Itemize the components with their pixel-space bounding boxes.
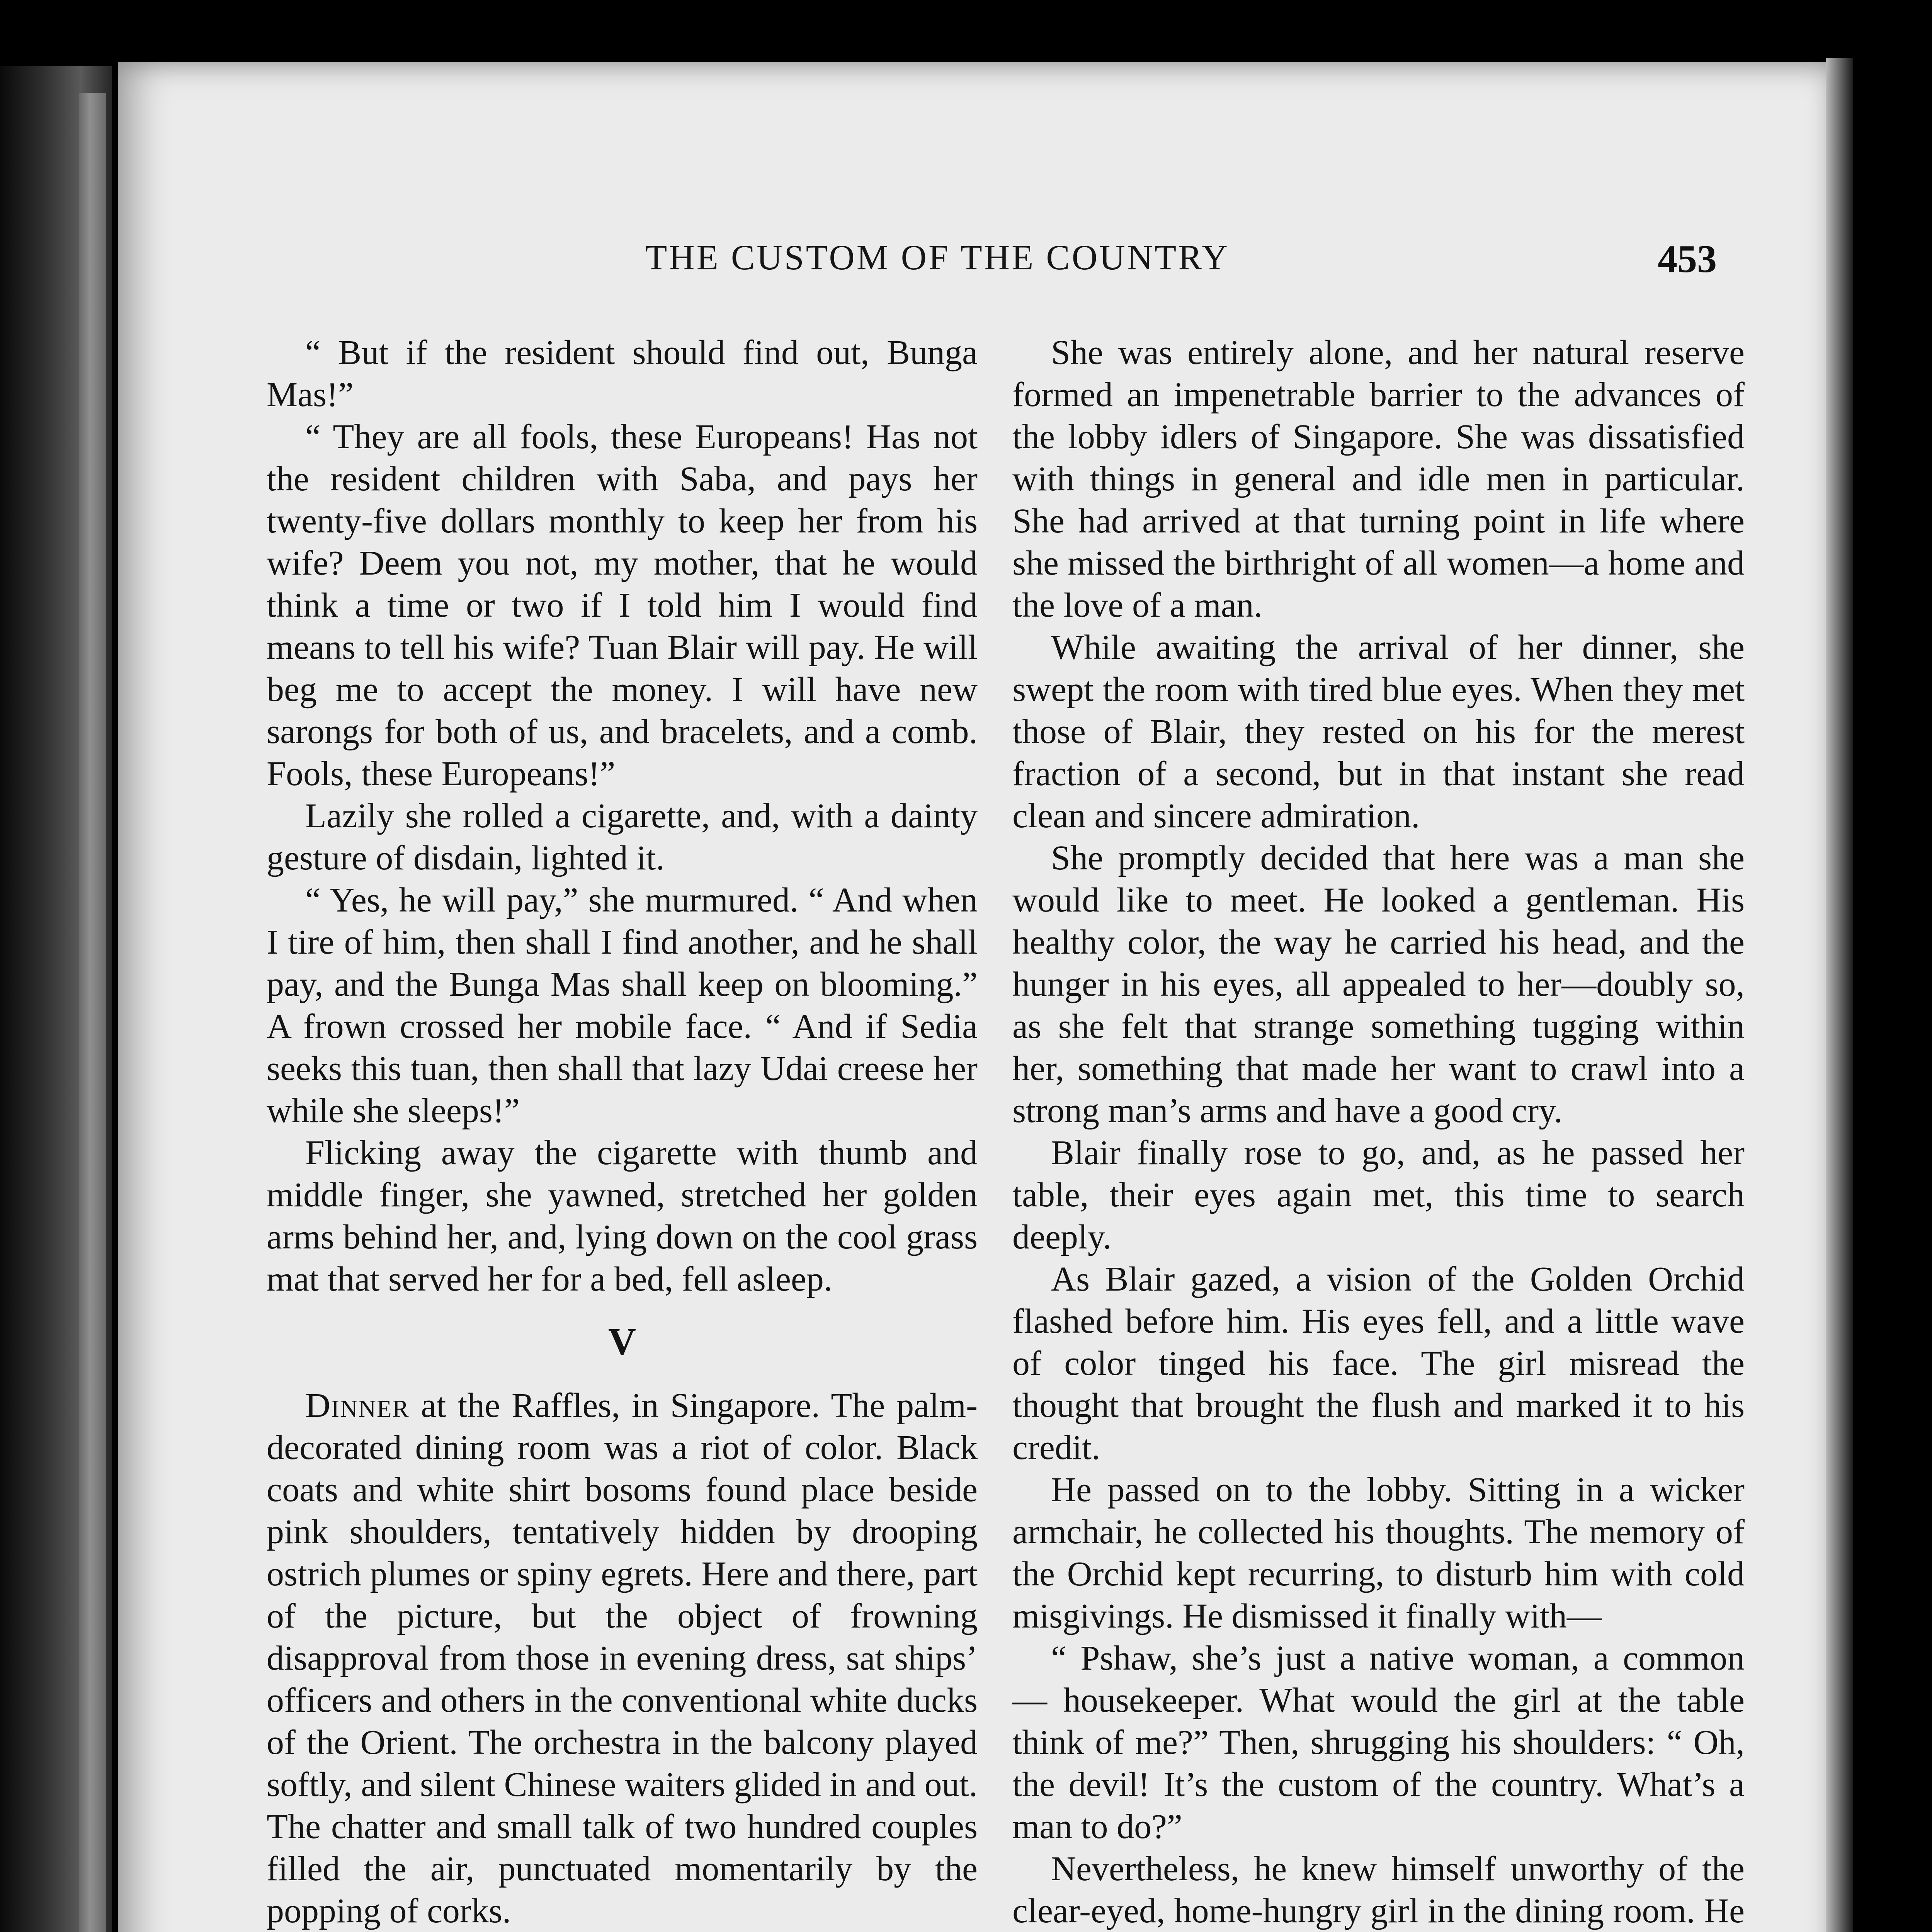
paragraph: Blair finally rose to go, and, as he passed her table, their eyes again met, this time to search deeply. [1012, 1134, 1745, 1256]
paragraph: She promptly decided that here was a man she would like to meet. He looked a gentleman. His healthy color, the way he carried his head, and the hunger in his eyes, all appealed to her—doubly so, as she felt that strange something tugging within her, something that made her want to crawl into a strong man’s arms and have a good cry. [1012, 839, 1745, 1130]
paragraph: “ Pshaw, she’s just a native woman, a common — housekeeper. What would the girl at the table think of me?” Then, shrugging his shoulders: “ Oh, the devil! It’s the custom of the country. What’s a man to do?” [1012, 1639, 1745, 1846]
running-title: THE CUSTOM OF THE COUNTRY [645, 238, 1230, 277]
paragraph: “ But if the resident should find out, Bunga Mas!” [267, 333, 978, 414]
paragraph: Lazily she rolled a cigarette, and, with a dainty gesture of disdain, lighted it. [267, 797, 978, 877]
page-right-edge [1826, 58, 1853, 1932]
paragraph: He passed on to the lobby. Sitting in a wicker armchair, he collected his thoughts. The memory of the Orchid kept recurring, to disturb him with cold misgivings. He dismissed it finally with— [1012, 1471, 1745, 1635]
section-opening-paragraph [267, 1384, 978, 1932]
paragraph: While awaiting the arrival of her dinner, she swept the room with tired blue eyes. When they met those of Blair, they rested on his for the merest fraction of a second, but in that instant she read clean and sincere admiration. [1012, 628, 1745, 835]
right-text-column [1012, 332, 1745, 1932]
paragraph: She was entirely alone, and her natural reserve formed an impenetrable barrier to the advances of the lobby idlers of Singapore. She was dissatisfied with things in general and idle men in particular. She had arrived at that turning point in life where she missed the birthright of all women—a home and the love of a man. [1012, 333, 1745, 624]
paragraph: Nevertheless, he knew himself unworthy of the clear-eyed, home-hungry girl in the dining room. He [1012, 1850, 1745, 1930]
section-heading: V [608, 1320, 636, 1363]
paragraph: “ They are all fools, these Europeans! Has not the resident children with Saba, and pays her twenty-five dollars monthly to keep her from his wife? Deem you not, my mother, that he would think a time or two if I told him I would find means to tell his wife? Tuan Blair will pay. He will beg me to accept the money. I will have new sarongs for both of us, and bracelets, and a comb. Fools, these Europeans!” [267, 418, 978, 793]
paragraph: “ Yes, he will pay,” she murmured. “ And when I tire of him, then shall I find another, and he shall pay, and the Bunga Mas shall keep on blooming.” A frown crossed her mobile face. “ And if Sedia seeks this tuan, then shall that lazy Udai creese her while she sleeps!” [267, 881, 978, 1130]
page-number: 453 [1658, 237, 1717, 281]
book-spine-edge [79, 93, 106, 1932]
left-text-column [267, 332, 978, 1932]
paragraph: As Blair gazed, a vision of the Golden Orchid flashed before him. His eyes fell, and a little wave of color tinged his face. The girl misread the thought that brought the flush and marked it to his credit. [1012, 1260, 1745, 1467]
paragraph: Flicking away the cigarette with thumb and middle finger, she yawned, stretched her golden arms behind her, and, lying down on the cool grass mat that served her for a bed, fell asleep. [267, 1134, 978, 1298]
paragraph-text: at the Raffles, in Singapore. The palm-decorated dining room was a riot of color. Black coats and white shirt bosoms found place beside pink shoulders, tentatively hidden by drooping ostrich plumes or spiny egrets. Here and there, part of the picture, but the object of frowning disapproval from those in evening dress, sat ships’ officers and others in the conventional white ducks of the Orient. The orchestra in the balcony played softly, and silent Chinese waiters glided in and out. The chatter and small talk of two hundred couples filled the air, punctuated momentarily by the popping of corks. [267, 1386, 978, 1930]
lead-word: Dinner [305, 1386, 410, 1425]
